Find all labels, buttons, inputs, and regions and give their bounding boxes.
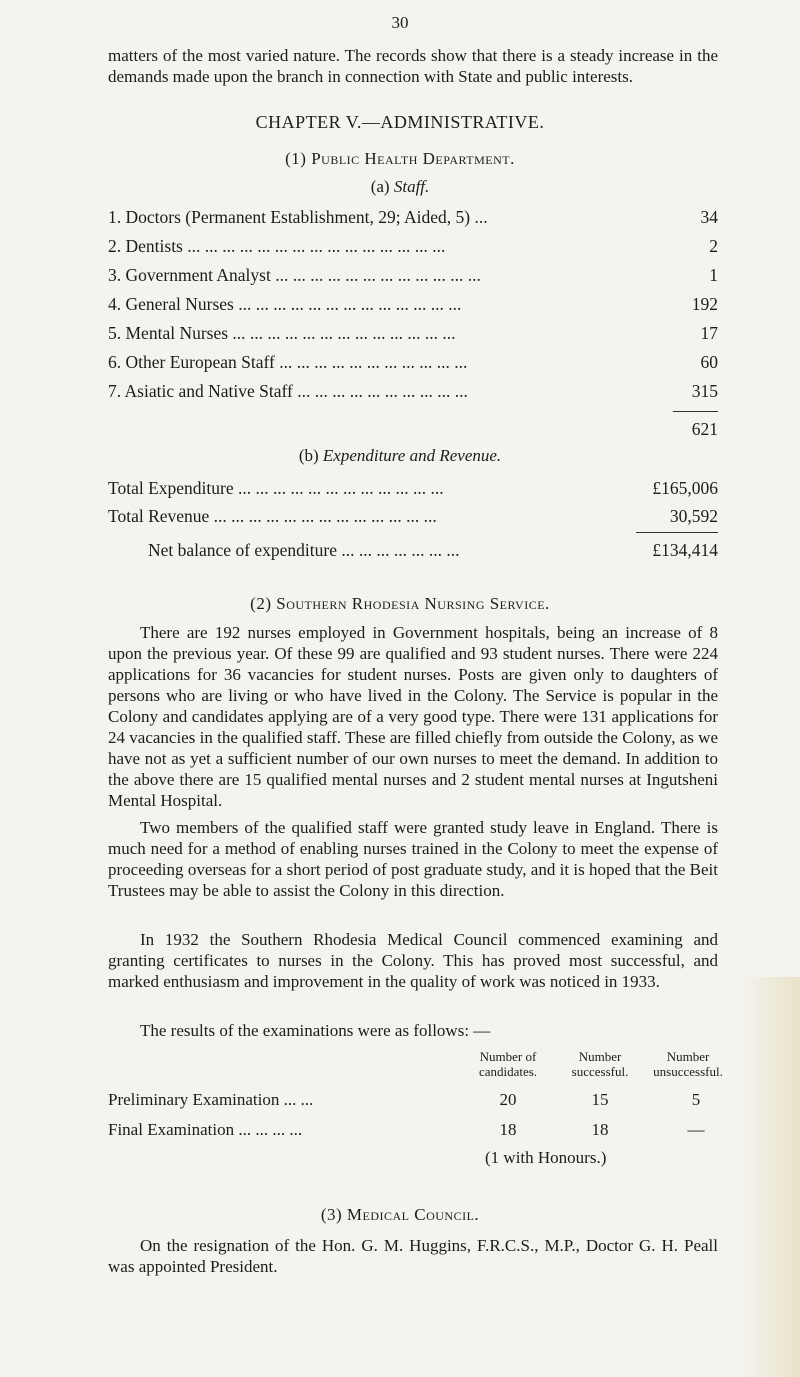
- nursing-paragraph-2: Two members of the qualified staff were granted study leave in England. There is much need for a method of enabling nurses trained in the Colony to meet the expense of proceeding overseas for a short period of post graduate study, and it is hoped that the Beit Trustees may be able to assist the Colony in this direction.: [108, 818, 718, 900]
- net-balance-row: Net balance of expenditure ... ... ... ... ... ... ... £134,414: [148, 540, 718, 560]
- expenditure-subheading: (b) Expenditure and Revenue.: [298, 446, 502, 465]
- net-rule: [636, 532, 718, 533]
- exam-row-label: Preliminary Examination ... ...: [108, 1090, 314, 1109]
- section-1-heading: (1) Public Health Department.: [285, 149, 515, 168]
- column-header: Number unsuccessful.: [653, 1049, 723, 1079]
- exam-cell: 18: [591, 1120, 609, 1139]
- nursing-paragraph-1: There are 192 nurses employed in Government hospitals, being an increase of 8 upon the previous year. Of these 99 are qualified and 93 student nurses. There were 224 applications for 36 vacancies for student nurses. Posts are given only to daughters of persons who are living or who have lived in the Colony. The Service is popular in the Colony and candidates applying are of a very good type. There were 131 applications for 24 vacancies in the qualified staff. These are filled chiefly from outside the Colony, as we have not as yet a sufficient number of our own nurses to meet the demand. In addition to the above there are 15 qualified mental nurses and 2 student mental nurses at Ingutsheni Mental Hospital.: [108, 623, 718, 810]
- staff-subheading: (a) Staff.: [370, 177, 430, 196]
- section-3-heading: (3) Medical Council.: [320, 1205, 480, 1224]
- finance-row: Total Expenditure ... ... ... ... ... ... ... ... ... ... ... ... £165,006: [108, 478, 718, 498]
- staff-row: 6. Other European Staff ... ... ... ... ... ... ... ... ... ... ... 60: [108, 352, 718, 372]
- finance-row: Total Revenue ... ... ... ... ... ... ... ... ... ... ... ... ... 30,592: [108, 506, 718, 526]
- column-header: Number successful.: [571, 1049, 629, 1079]
- medical-council-paragraph: On the resignation of the Hon. G. M. Huggins, F.R.C.S., M.P., Doctor G. H. Peall was appointed President.: [108, 1236, 718, 1276]
- column-header: Number of candidates.: [478, 1049, 538, 1079]
- exam-intro: The results of the examinations were as follows: —: [140, 1021, 491, 1040]
- staff-row: 1. Doctors (Permanent Establishment, 29; Aided, 5) ... 34: [108, 207, 718, 227]
- chapter-title: CHAPTER V.—ADMINISTRATIVE.: [255, 112, 545, 132]
- page-stain: [740, 977, 800, 1377]
- exam-cell: 15: [591, 1090, 609, 1109]
- staff-row: 2. Dentists ... ... ... ... ... ... ... ... ... ... ... ... ... ... ... 2: [108, 236, 718, 256]
- staff-row: 4. General Nurses ... ... ... ... ... ... ... ... ... ... ... ... ... 192: [108, 294, 718, 314]
- exam-row-label: Final Examination ... ... ... ...: [108, 1120, 303, 1139]
- section-2-heading: (2) Southern Rhodesia Nursing Service.: [250, 594, 550, 613]
- staff-row: 5. Mental Nurses ... ... ... ... ... ... ... ... ... ... ... ... ... 17: [108, 323, 718, 343]
- exam-cell: 18: [499, 1120, 517, 1139]
- exam-cell: —: [687, 1120, 705, 1139]
- staff-row: 7. Asiatic and Native Staff ... ... ... ... ... ... ... ... ... ... 315: [108, 381, 718, 401]
- intro-paragraph: matters of the most varied nature. The records show that there is a steady increase in the demands made upon the branch in connection with State and public interests.: [108, 46, 718, 86]
- page-number: 30: [391, 13, 409, 32]
- exam-cell: 5: [691, 1090, 701, 1109]
- exam-cell: 20: [499, 1090, 517, 1109]
- honours-note: (1 with Honours.): [485, 1148, 607, 1167]
- nursing-paragraph-3: In 1932 the Southern Rhodesia Medical Council commenced examining and granting certificates to nurses in the Colony. This has proved most successful, and marked enthusiasm and improvement in the quality of work was noticed in 1933.: [108, 930, 718, 991]
- total-rule: [673, 411, 718, 412]
- staff-row: 3. Government Analyst ... ... ... ... ... ... ... ... ... ... ... ... 1: [108, 265, 718, 285]
- staff-total-row: 621: [691, 419, 718, 439]
